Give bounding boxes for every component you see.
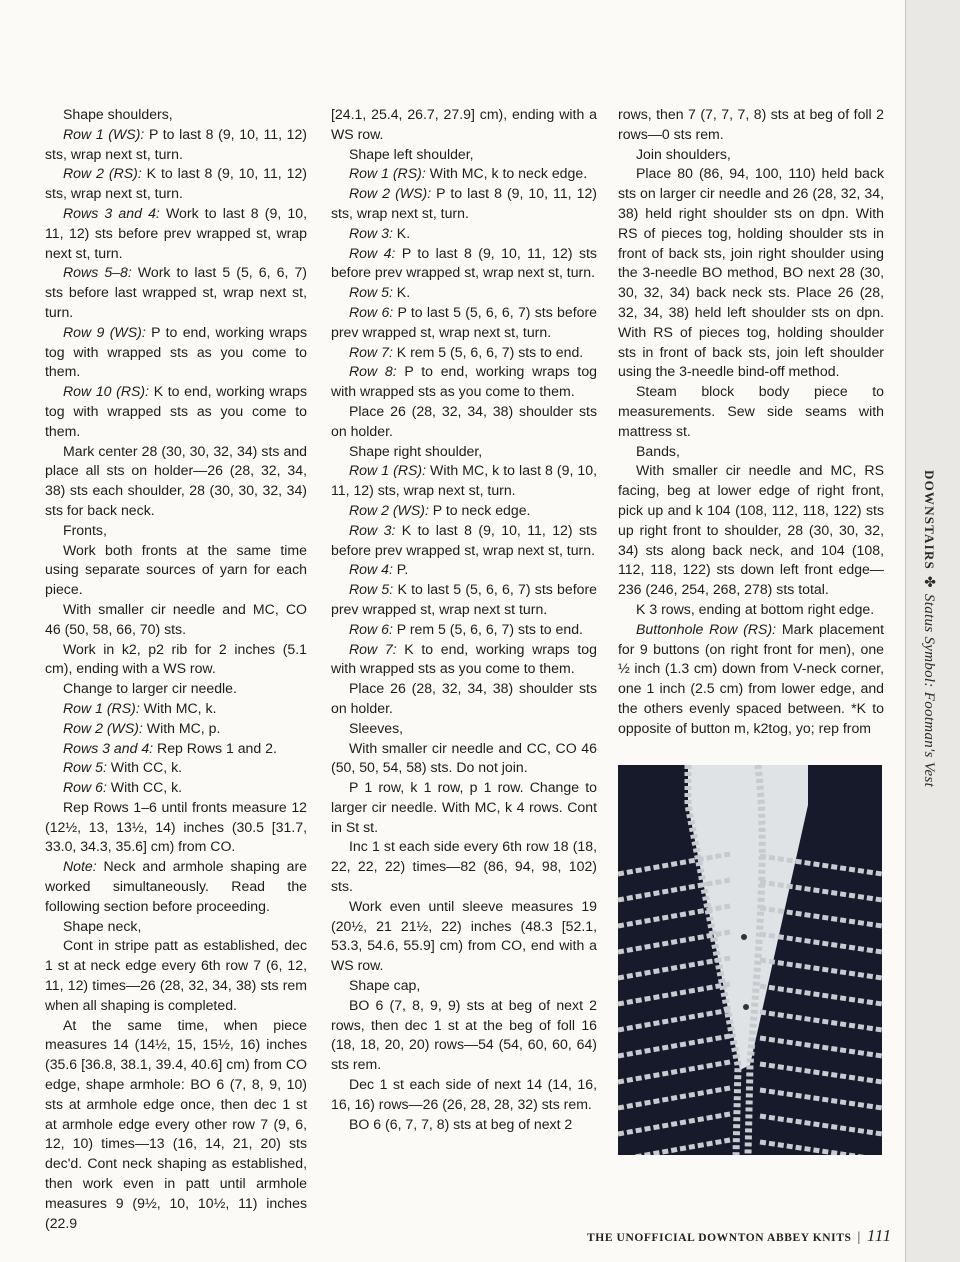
paragraph xyxy=(45,1016,307,1234)
paragraph-text: With smaller cir needle and MC, RS facing, beg at lower edge of right front, pick up and k 104 (108, 112, 118, 122) sts up right front to shoulder, 28 (30, 30, 32, 34) sts along back neck, and 104 (108, 112, 118, 122) sts down left front edge—236 (246, 254, 268, 278) sts total. xyxy=(618,462,884,598)
paragraph xyxy=(331,244,597,284)
paragraph-text: Work to last 8 (9, 10, 11, 12) sts before prev wrapped st, wrap next st, turn. xyxy=(45,204,307,261)
paragraph xyxy=(331,640,597,680)
text-column-3 xyxy=(618,105,884,739)
row-label: Row 2 (WS): xyxy=(349,501,429,518)
paragraph-text: K to last 5 (5, 6, 6, 7) sts before prev wrapped st, wrap next st turn. xyxy=(331,581,597,617)
paragraph-text: K. xyxy=(392,224,411,241)
paragraph xyxy=(331,521,597,561)
paragraph-text: P to end, working wraps tog with wrapped sts as you come to them. xyxy=(45,323,307,380)
paragraph-text: With smaller cir needle and CC, CO 46 (50, 50, 54, 58) sts. Do not join. xyxy=(331,739,597,776)
section-name: DOWNSTAIRS xyxy=(922,470,937,570)
paragraph xyxy=(45,699,307,719)
paragraph xyxy=(618,382,884,441)
row-label: Row 5: xyxy=(63,759,107,776)
paragraph xyxy=(331,580,597,620)
running-sidebar xyxy=(915,470,937,800)
paragraph-text: Work both fronts at the same time using separate sources of yarn for each piece. xyxy=(45,541,307,598)
paragraph-text: P to last 5 (5, 6, 6, 7) sts before prev wrapped st, wrap next st, turn. xyxy=(331,303,597,340)
paragraph xyxy=(331,560,597,580)
paragraph xyxy=(618,600,884,620)
paragraph xyxy=(331,461,597,501)
paragraph xyxy=(45,541,307,600)
book-title: THE UNOFFICIAL DOWNTON ABBEY KNITS xyxy=(587,1232,852,1244)
paragraph-text: K 3 rows, ending at bottom right edge. xyxy=(636,600,875,617)
paragraph xyxy=(45,600,307,640)
paragraph xyxy=(331,224,597,244)
paragraph-text: P. xyxy=(392,561,409,578)
paragraph xyxy=(45,917,307,937)
paragraph xyxy=(331,184,597,224)
paragraph-text: P to last 8 (9, 10, 11, 12) sts, wrap next st, turn. xyxy=(45,125,308,162)
paragraph-text: With CC, k. xyxy=(106,759,183,776)
paragraph xyxy=(618,105,884,145)
paragraph-text: Shape neck, xyxy=(63,917,142,934)
row-label: Row 9 (WS): xyxy=(63,323,146,340)
paragraph-text: With CC, k. xyxy=(106,779,183,796)
row-label: Row 1 (RS): xyxy=(349,462,427,479)
paragraph-text: P to last 8 (9, 10, 11, 12) sts, wrap next st, turn. xyxy=(331,185,597,221)
row-label: Row 6: xyxy=(349,620,393,637)
paragraph-text: K. xyxy=(392,284,411,301)
row-label: Row 2 (WS): xyxy=(349,185,432,202)
row-label: Row 6: xyxy=(63,779,107,796)
paragraph-text: P rem 5 (5, 6, 6, 7) sts to end. xyxy=(392,620,583,637)
row-label: Row 4: xyxy=(349,244,396,261)
paragraph-text: Bands, xyxy=(636,442,680,459)
paragraph xyxy=(45,125,307,165)
paragraph-text: Fronts, xyxy=(63,521,107,538)
paragraph-text: Work even until sleeve measures 19 (20½, 21 21½, 22) inches (48.3 [52.1, 53.3, 54.6, 55.9] cm) from CO, end with a WS row. xyxy=(331,897,597,974)
row-label: Row 1 (RS): xyxy=(63,699,140,716)
paragraph xyxy=(45,857,307,916)
paragraph xyxy=(45,778,307,798)
paragraph-text: With MC, k. xyxy=(139,699,217,716)
paragraph xyxy=(45,263,307,322)
paragraph xyxy=(618,145,884,165)
paragraph xyxy=(331,1115,597,1135)
paragraph-text: P to last 8 (9, 10, 11, 12) sts before prev wrapped st, wrap next st, turn. xyxy=(331,244,597,281)
row-label: Rows 3 and 4: xyxy=(63,204,160,221)
row-label: Row 5: xyxy=(349,581,394,598)
paragraph xyxy=(45,758,307,778)
row-label: Row 1 (RS): xyxy=(349,165,426,182)
paragraph-text: BO 6 (6, 7, 7, 8) sts at beg of next 2 xyxy=(349,1115,573,1132)
paragraph-text: Dec 1 st each side of next 14 (14, 16, 16, 16) rows—26 (26, 28, 28, 32) sts rem. xyxy=(331,1076,597,1112)
vest-photo xyxy=(618,765,882,1155)
paragraph xyxy=(331,303,597,343)
row-label: Row 7: xyxy=(349,343,393,360)
paragraph xyxy=(331,145,597,165)
paragraph xyxy=(618,620,884,739)
paragraph-text: With smaller cir needle and MC, CO 46 (50, 58, 66, 70) sts. xyxy=(45,600,307,637)
paragraph-text: Place 26 (28, 32, 34, 38) shoulder sts on holder. xyxy=(331,680,597,716)
paragraph-text: Sleeves, xyxy=(349,719,404,736)
paragraph xyxy=(45,936,307,1015)
paragraph-text: Inc 1 st each side every 6th row 18 (18, 22, 22, 22) times—82 (86, 94, 98, 102) sts. xyxy=(331,838,597,895)
paragraph xyxy=(331,343,597,363)
row-label: Row 7: xyxy=(349,640,397,657)
paragraph-text: Place 80 (86, 94, 100, 110) held back sts on larger cir needle and 26 (28, 32, 34, 38) held right shoulder sts on dpn. With RS of pieces tog, holding shoulder sts in front of back sts, join right shoulder using the 3-needle BO method, BO next 28 (30, 30, 32, 34) back neck sts. Place 26 (28, 32, 34, 38) held left shoulder sts on dpn. With RS of pieces tog, holding shoulder sts in front of back sts, join left shoulder using the 3-needle bind-off method. xyxy=(618,165,884,380)
paragraph-text: P 1 row, k 1 row, p 1 row. Change to larger cir needle. With MC, k 4 rows. Cont in St st. xyxy=(331,779,597,835)
paragraph-text: K to end, working wraps tog with wrapped sts as you come to them. xyxy=(45,383,307,439)
row-label: Row 1 (WS): xyxy=(63,125,145,142)
paragraph xyxy=(45,719,307,739)
row-label: Row 5: xyxy=(349,284,393,301)
paragraph-text: Cont in stripe patt as established, dec 1 st at neck edge every 6th row 7 (6, 12, 11, 12) times—26 (28, 32, 34, 38) sts rem when all shaping is completed. xyxy=(45,937,307,1013)
paragraph xyxy=(45,640,307,680)
row-label: Row 3: xyxy=(349,224,393,241)
row-label: Row 6: xyxy=(349,303,394,320)
row-label: Row 4: xyxy=(349,561,393,578)
paragraph xyxy=(331,679,597,719)
row-label: Rows 5–8: xyxy=(63,264,132,281)
paragraph-text: Place 26 (28, 32, 34, 38) shoulder sts on holder. xyxy=(331,402,597,439)
paragraph-text: At the same time, when piece measures 14 (14½, 15, 15½, 16) inches (35.6 [36.8, 38.1, 39.4, 40.6] cm) from CO edge, shape armhole: BO 6 (7, 8, 9, 10) sts at armhole edge once, then dec 1 st at armhole edge every other row 7 (9, 6, 12, 10) times—13 (16, 14, 21, 20) sts dec'd. Cont neck shaping as established, then work even in patt until armhole measures 9 (9½, 10, 10½, 11) inches (22.9 xyxy=(45,1016,307,1231)
paragraph xyxy=(331,402,597,442)
ornament-icon: ✤ xyxy=(921,575,936,588)
paragraph xyxy=(331,442,597,462)
paragraph-text: P to end, working wraps tog with wrapped sts as you come to them. xyxy=(331,363,598,400)
paragraph xyxy=(331,501,597,521)
paragraph-text: Work in k2, p2 rib for 2 inches (5.1 cm), ending with a WS row. xyxy=(45,640,307,677)
paragraph-text: BO 6 (7, 8, 9, 9) sts at beg of next 2 rows, then dec 1 st at the beg of foll 16 (18, 18, 20, 20) rows—54 (54, 60, 60, 64) sts rem. xyxy=(331,996,597,1073)
paragraph-text: Steam block body piece to measurements. Sew side seams with mattress st. xyxy=(618,383,884,439)
paragraph-text: With MC, p. xyxy=(142,719,221,736)
paragraph xyxy=(331,739,597,779)
row-label: Row 10 (RS): xyxy=(63,383,150,400)
paragraph-text: Work to last 5 (5, 6, 6, 7) sts before last wrapped st, wrap next st, turn. xyxy=(45,264,307,320)
paragraph-text: K to last 8 (9, 10, 11, 12) sts, wrap next st, turn. xyxy=(45,165,307,202)
paragraph xyxy=(45,739,307,759)
paragraph xyxy=(45,521,307,541)
row-label: Note: xyxy=(63,858,97,875)
shirt-button xyxy=(709,784,721,796)
text-column-2 xyxy=(331,105,597,1134)
paragraph-text: K to last 8 (9, 10, 11, 12) sts before prev wrapped st, wrap next st, turn. xyxy=(331,521,597,558)
paragraph xyxy=(45,382,307,441)
paragraph xyxy=(331,105,597,145)
paragraph xyxy=(45,442,307,521)
paragraph-text: Mark placement for 9 buttons (on right front for men), one ½ inch (1.3 cm) down from V-neck corner, one 1 inch (2.5 cm) from lower edge, and the others evenly spaced between. *K to opposite of button m, k2tog, yo; rep from xyxy=(618,620,884,736)
row-label: Row 8: xyxy=(349,363,397,380)
vest-button xyxy=(743,1004,749,1010)
paragraph-text: Mark center 28 (30, 30, 32, 34) sts and place all sts on holder—26 (28, 32, 34, 38) sts each shoulder, 28 (30, 30, 32, 34) sts for back neck. xyxy=(45,442,307,518)
paragraph-text: Change to larger cir needle. xyxy=(63,680,237,697)
paragraph-text: K rem 5 (5, 6, 6, 7) sts to end. xyxy=(392,343,584,360)
pattern-title: Status Symbol: Footman's Vest xyxy=(921,593,937,788)
paragraph xyxy=(331,719,597,739)
paragraph xyxy=(45,323,307,382)
page-footer xyxy=(587,1226,892,1246)
paragraph-text: With MC, k to neck edge. xyxy=(425,165,588,182)
paragraph-text: rows, then 7 (7, 7, 7, 8) sts at beg of foll 2 rows—0 sts rem. xyxy=(618,106,884,142)
paragraph-text: K to end, working wraps tog with wrapped sts as you come to them. xyxy=(331,640,597,677)
paragraph xyxy=(45,679,307,699)
paragraph xyxy=(331,996,597,1075)
row-label: Row 3: xyxy=(349,521,396,538)
vest-illustration xyxy=(618,765,882,1155)
paragraph-text: Join shoulders, xyxy=(636,145,731,162)
paragraph xyxy=(331,778,597,837)
paragraph-text: Shape left shoulder, xyxy=(349,145,474,162)
paragraph-text: Shape shoulders, xyxy=(63,106,173,122)
paragraph-text: With MC, k to last 8 (9, 10, 11, 12) sts, wrap next st, turn. xyxy=(331,462,597,499)
paragraph xyxy=(45,204,307,263)
paragraph xyxy=(331,362,597,402)
paragraph xyxy=(618,442,884,462)
paragraph xyxy=(331,164,597,184)
vest-button xyxy=(741,934,747,940)
paragraph-text: P to neck edge. xyxy=(428,501,531,518)
text-column-1 xyxy=(45,105,307,1233)
paragraph xyxy=(618,461,884,600)
paragraph xyxy=(331,837,597,896)
footer-divider: | xyxy=(857,1230,861,1245)
page-number: 111 xyxy=(866,1226,892,1245)
row-label: Row 2 (WS): xyxy=(63,719,143,736)
row-label: Buttonhole Row (RS): xyxy=(636,620,777,637)
paragraph xyxy=(331,620,597,640)
paragraph xyxy=(45,164,307,204)
paragraph-text: Shape right shoulder, xyxy=(349,442,483,459)
paragraph xyxy=(331,897,597,976)
paragraph xyxy=(45,105,307,125)
row-label: Row 2 (RS): xyxy=(63,165,142,182)
paragraph-text: [24.1, 25.4, 26.7, 27.9] cm), ending with a WS row. xyxy=(331,106,597,142)
paragraph xyxy=(618,164,884,382)
row-label: Rows 3 and 4: xyxy=(63,739,154,756)
paragraph-text: Neck and armhole shaping are worked simultaneously. Read the following section before proceeding. xyxy=(45,858,307,914)
paragraph xyxy=(331,1075,597,1115)
paragraph-text: Shape cap, xyxy=(349,977,421,994)
paragraph-text: Rep Rows 1 and 2. xyxy=(153,739,277,756)
paragraph xyxy=(331,976,597,996)
paragraph xyxy=(331,283,597,303)
paragraph xyxy=(45,798,307,857)
paragraph-text: Rep Rows 1–6 until fronts measure 12 (12½, 13, 13½, 14) inches (30.5 [31.7, 33.0, 34.3, 35.6] cm) from CO. xyxy=(45,798,307,855)
